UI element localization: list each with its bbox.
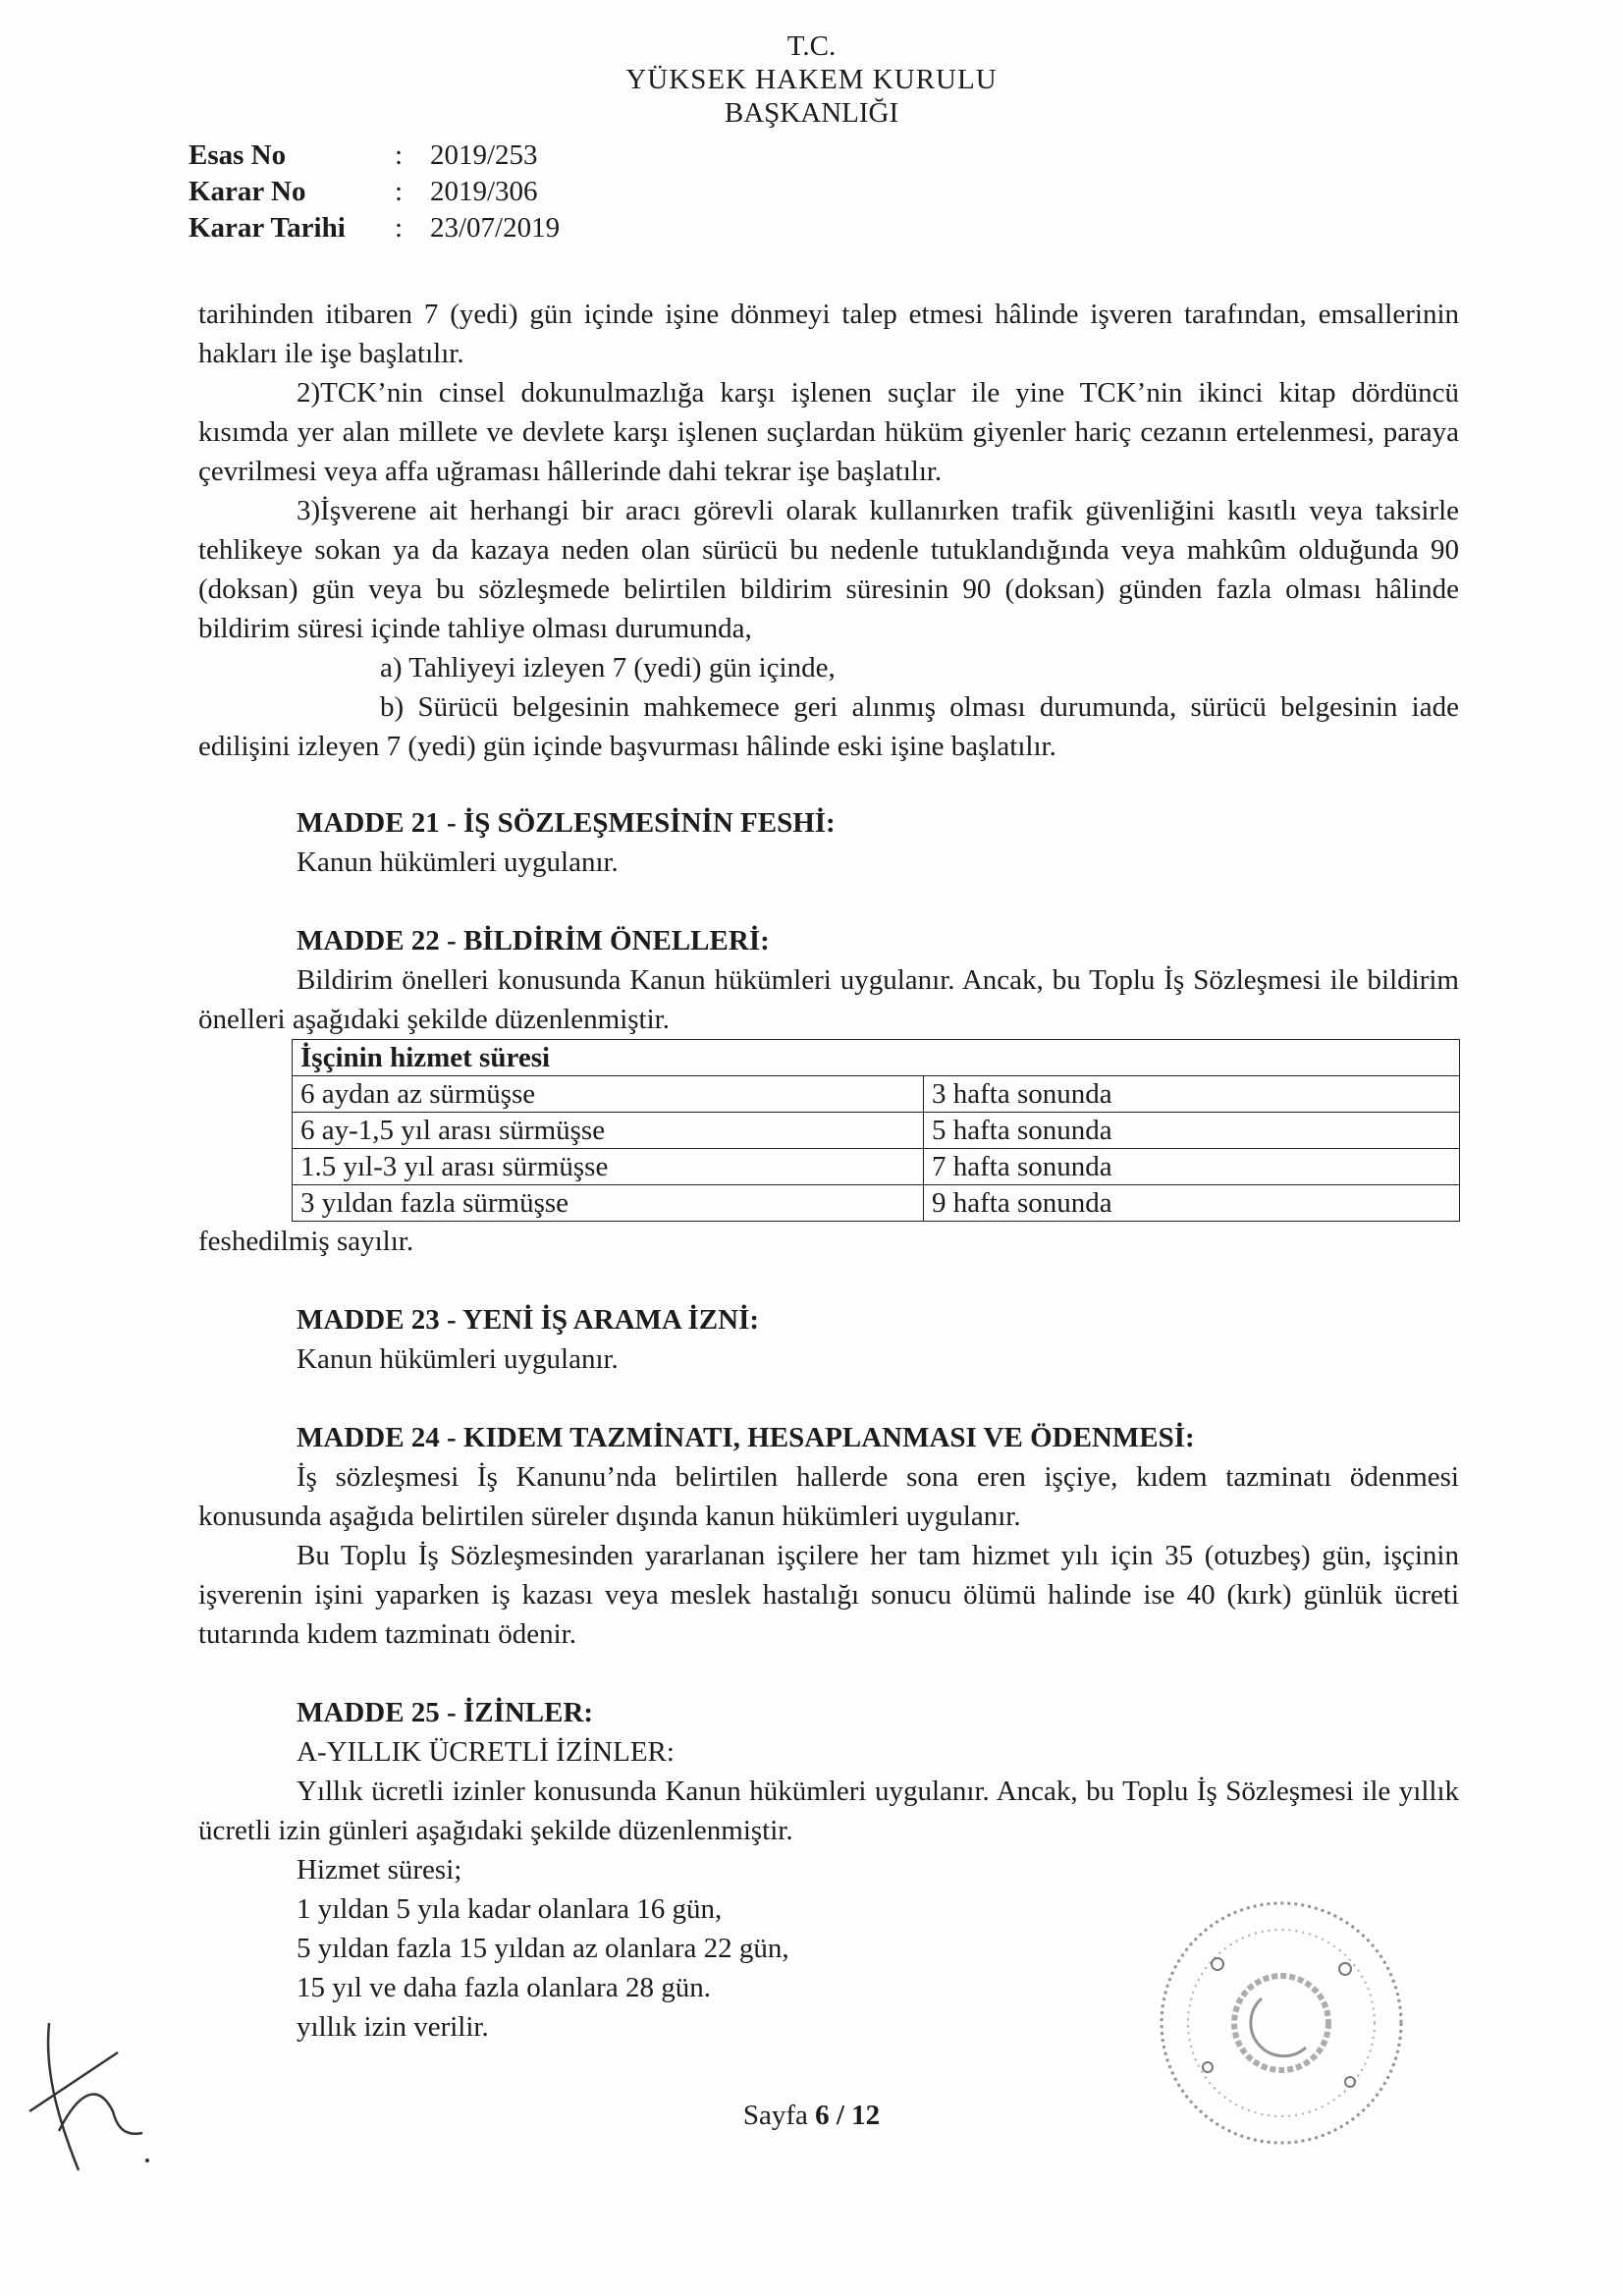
paragraph: Yıllık ücretli izinler konusunda Kanun hükümleri uygulanır. Ancak, bu Toplu İş Sözleşmesi ile yıllık ücretli izin günleri aşağıdaki şekilde düzenlenmiştir. [198, 1776, 1459, 1846]
header-line-institution: YÜKSEK HAKEM KURULU [625, 64, 998, 95]
table-cell: 6 aydan az sürmüşse [293, 1076, 924, 1113]
paragraph: 2)TCK’nin cinsel dokunulmazlığa karşı işlenen suçlar ile yine TCK’nin ikinci kitap dördüncü kısımda yer alan millete ve devlete karşı işlenen suçlardan hüküm giyenler hariç cezanın ertelenmesi, paraya çevrilmesi veya affa uğraması hâllerinde dahi tekrar işe başlatılır. [198, 377, 1459, 487]
table-cell: 1.5 yıl-3 yıl arası sürmüşse [293, 1149, 924, 1185]
case-meta [189, 137, 560, 246]
header-line-tc: T.C. [786, 30, 837, 62]
subsection-title: A-YILLIK ÜCRETLİ İZİNLER: [297, 1736, 675, 1768]
list-item: 5 yıldan fazla 15 yıldan az olanlara 22 gün, [297, 1933, 789, 1964]
table-cell: 7 hafta sonunda [924, 1149, 1460, 1185]
list-item: Hizmet süresi; [297, 1854, 462, 1886]
table-row [293, 1185, 1460, 1222]
meta-colon: : [395, 139, 404, 171]
section-title-24: MADDE 24 - KIDEM TAZMİNATI, HESAPLANMASI VE ÖDENMESİ: [297, 1422, 1195, 1453]
meta-value: 2019/253 [430, 139, 538, 171]
meta-label: Esas No [189, 139, 287, 171]
table-header: İşçinin hizmet süresi [293, 1040, 1460, 1076]
meta-colon: : [395, 212, 404, 244]
table-row [293, 1113, 1460, 1149]
table-header-row [293, 1040, 1460, 1076]
meta-value: 2019/306 [430, 176, 538, 207]
table-row [293, 1076, 1460, 1113]
header-line-presidency: BAŞKANLIĞI [724, 97, 899, 129]
table-row [293, 1149, 1460, 1185]
list-item: 15 yıl ve daha fazla olanlara 28 gün. [297, 1972, 711, 2003]
section-title-21: MADDE 21 - İŞ SÖZLEŞMESİNİN FESHİ: [297, 807, 836, 839]
meta-label: Karar Tarihi [189, 212, 346, 244]
paragraph: Kanun hükümleri uygulanır. [297, 847, 619, 878]
section-title-22: MADDE 22 - BİLDİRİM ÖNELLERİ: [297, 925, 770, 957]
table-cell: 9 hafta sonunda [924, 1185, 1460, 1222]
paragraph: İş sözleşmesi İş Kanunu’nda belirtilen hallerde sona eren işçiye, kıdem tazminatı ödenmesi konusunda aşağıda belirtilen süreler dışında kanun hükümleri uygulanır. [198, 1461, 1459, 1532]
paragraph: feshedilmiş sayılır. [198, 1226, 414, 1257]
table-cell: 3 yıldan fazla sürmüşse [293, 1185, 924, 1222]
section-title-25: MADDE 25 - İZİNLER: [297, 1697, 594, 1728]
list-item: yıllık izin verilir. [297, 2011, 489, 2043]
paragraph: Bildirim önelleri konusunda Kanun hükümleri uygulanır. Ancak, bu Toplu İş Sözleşmesi ile bildirim önelleri aşağıdaki şekilde düzenlenmiştir. [198, 964, 1459, 1035]
page-number: 6 / 12 [815, 2100, 881, 2131]
list-item: 1 yıldan 5 yıla kadar olanlara 16 gün, [297, 1893, 723, 1925]
paragraph: 3)İşverene ait herhangi bir aracı görevli olarak kullanırken trafik güvenliğini kasıtlı veya taksirle tehlikeye sokan ya da kazaya neden olan sürücü bu nedenle tutuklandığında veya mahkûm olduğunda 90 (doksan) gün veya bu sözleşmede belirtilen bildirim süresinin 90 (doksan) günden fazla olması hâlinde bildirim süresi içinde tahliye olması durumunda, [198, 495, 1459, 644]
signature-mark [20, 2013, 157, 2180]
meta-value: 23/07/2019 [430, 212, 561, 244]
document-header [0, 29, 1623, 130]
meta-row-karar [189, 174, 560, 210]
page-footer [0, 2100, 1623, 2132]
section-title-23: MADDE 23 - YENİ İŞ ARAMA İZNİ: [297, 1304, 760, 1336]
meta-row-tarih [189, 210, 560, 246]
notice-period-table [292, 1039, 1460, 1222]
meta-colon: : [395, 176, 404, 207]
table-cell: 6 ay-1,5 yıl arası sürmüşse [293, 1113, 924, 1149]
paragraph: Kanun hükümleri uygulanır. [297, 1343, 619, 1375]
meta-row-esas [189, 137, 560, 174]
list-item: b) Sürücü belgesinin mahkemece geri alınmış olması durumunda, sürücü belgesinin iade edilişini izleyen 7 (yedi) gün içinde başvurması hâlinde eski işine başlatılır. [198, 691, 1459, 762]
paragraph: tarihinden itibaren 7 (yedi) gün içinde işine dönmeyi talep etmesi hâlinde işveren tarafından, emsallerinin hakları ile işe başlatılır. [198, 299, 1459, 369]
meta-label: Karar No [189, 176, 306, 207]
table-cell: 3 hafta sonunda [924, 1076, 1460, 1113]
table-cell: 5 hafta sonunda [924, 1113, 1460, 1149]
document-body [198, 295, 1459, 2047]
page-label: Sayfa [742, 2100, 808, 2131]
paragraph: Bu Toplu İş Sözleşmesinden yararlanan işçilere her tam hizmet yılı için 35 (otuzbeş) gün, işçinin işverenin işini yaparken iş kazası veya meslek hastalığı sonucu ölümü halinde ise 40 (kırk) günlük ücreti tutarında kıdem tazminatı ödenir. [198, 1540, 1459, 1650]
list-item: a) Tahliyeyi izleyen 7 (yedi) gün içinde, [380, 652, 836, 683]
